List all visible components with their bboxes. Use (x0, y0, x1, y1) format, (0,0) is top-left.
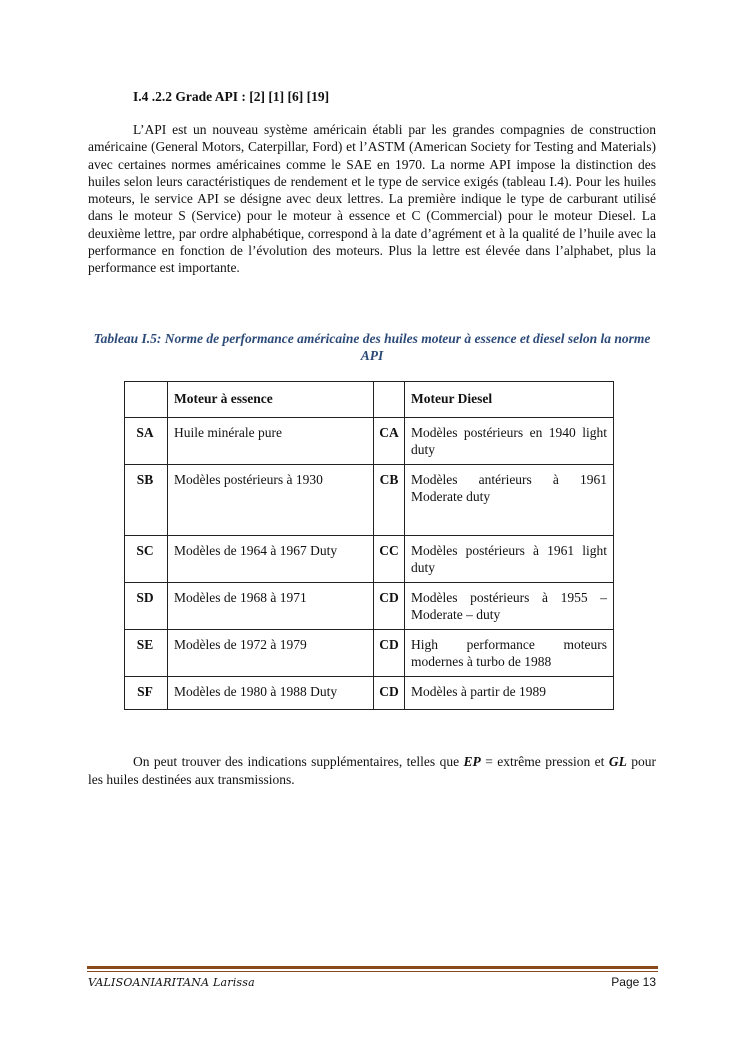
closing-text-3: pour les huiles destinées aux transmissions. (88, 754, 657, 787)
intro-paragraph: L’API est un nouveau système américain établi par les grandes compagnies de construction américaine (General Motors, Caterpillar, Ford) et l’ASTM (American Society for Testing and Materials) avec certaines normes américaines comme le SAE en 1970. La norme API impose la distinction des huiles selon leurs caractéristiques de rendement et le type de service exigés (tableau I.4). Pour les huiles moteurs, le service API se désigne avec deux lettres. La première indique le type de carburant utilisé dans le moteur S (Service) pour le moteur à essence et C (Commercial) pour le moteur Diesel. La deuxième lettre, par ordre alphabétique, correspond à la date d’agrément et à la qualité de l’huile avec la performance en fonction de l’évolution des moteurs. Plus la lettre est élevée dans l’alphabet, plus la performance est importante. (88, 122, 656, 276)
gas-desc-cell: Modèles de 1980 à 1988 Duty (168, 677, 374, 710)
diesel-desc-cell: Modèles postérieurs en 1940 light duty (405, 418, 614, 465)
diesel-desc-cell: High performance moteurs modernes à turbo de 1988 (405, 630, 614, 677)
gl-term: GL (608, 754, 627, 769)
footer-rule (87, 966, 658, 969)
closing-text-1: On peut trouver des indications supplémentaires, telles que (133, 754, 464, 769)
section-heading: I.4 .2.2 Grade API : [2] [1] [6] [19] (133, 89, 330, 104)
table-row (125, 630, 614, 677)
gas-desc-cell: Modèles de 1972 à 1979 (168, 630, 374, 677)
table-header-row (125, 382, 614, 418)
gas-desc-cell: Huile minérale pure (168, 418, 374, 465)
diesel-code-cell: CD (374, 583, 405, 630)
diesel-desc-cell: Modèles postérieurs à 1961 light duty (405, 536, 614, 583)
gas-code-cell: SF (125, 677, 168, 710)
gas-desc-cell: Modèles postérieurs à 1930 (168, 465, 374, 536)
gas-code-cell: SD (125, 583, 168, 630)
diesel-code-cell: CD (374, 630, 405, 677)
footer-rule-thin (87, 971, 658, 972)
table-row (125, 536, 614, 583)
table-row (125, 677, 614, 710)
api-norm-table (124, 381, 614, 710)
page-number: Page 13 (611, 975, 656, 989)
header-empty-cell (125, 382, 168, 418)
diesel-desc-cell: Modèles à partir de 1989 (405, 677, 614, 710)
footer-author: VALISOANIARITANA Larissa (88, 976, 255, 989)
table-row (125, 465, 614, 536)
table-caption: Tableau I.5: Norme de performance américaine des huiles moteur à essence et diesel selon la norme API (93, 331, 651, 363)
gas-code-cell: SA (125, 418, 168, 465)
gas-desc-cell: Modèles de 1968 à 1971 (168, 583, 374, 630)
table-row (125, 583, 614, 630)
gas-code-cell: SE (125, 630, 168, 677)
diesel-desc-cell: Modèles antérieurs à 1961 Moderate duty (405, 465, 614, 536)
diesel-code-cell: CA (374, 418, 405, 465)
closing-paragraph (88, 753, 656, 789)
gas-desc-cell: Modèles de 1964 à 1967 Duty (168, 536, 374, 583)
ep-term: EP (463, 754, 481, 769)
diesel-code-cell: CB (374, 465, 405, 536)
closing-text-2: = extrême pression et (480, 754, 609, 769)
diesel-code-cell: CD (374, 677, 405, 710)
diesel-code-cell: CC (374, 536, 405, 583)
gas-code-cell: SC (125, 536, 168, 583)
gas-code-cell: SB (125, 465, 168, 536)
header-diesel: Moteur Diesel (405, 382, 614, 418)
header-empty-cell (374, 382, 405, 418)
diesel-desc-cell: Modèles postérieurs à 1955 – Moderate – duty (405, 583, 614, 630)
table-row (125, 418, 614, 465)
header-gasoline: Moteur à essence (168, 382, 374, 418)
